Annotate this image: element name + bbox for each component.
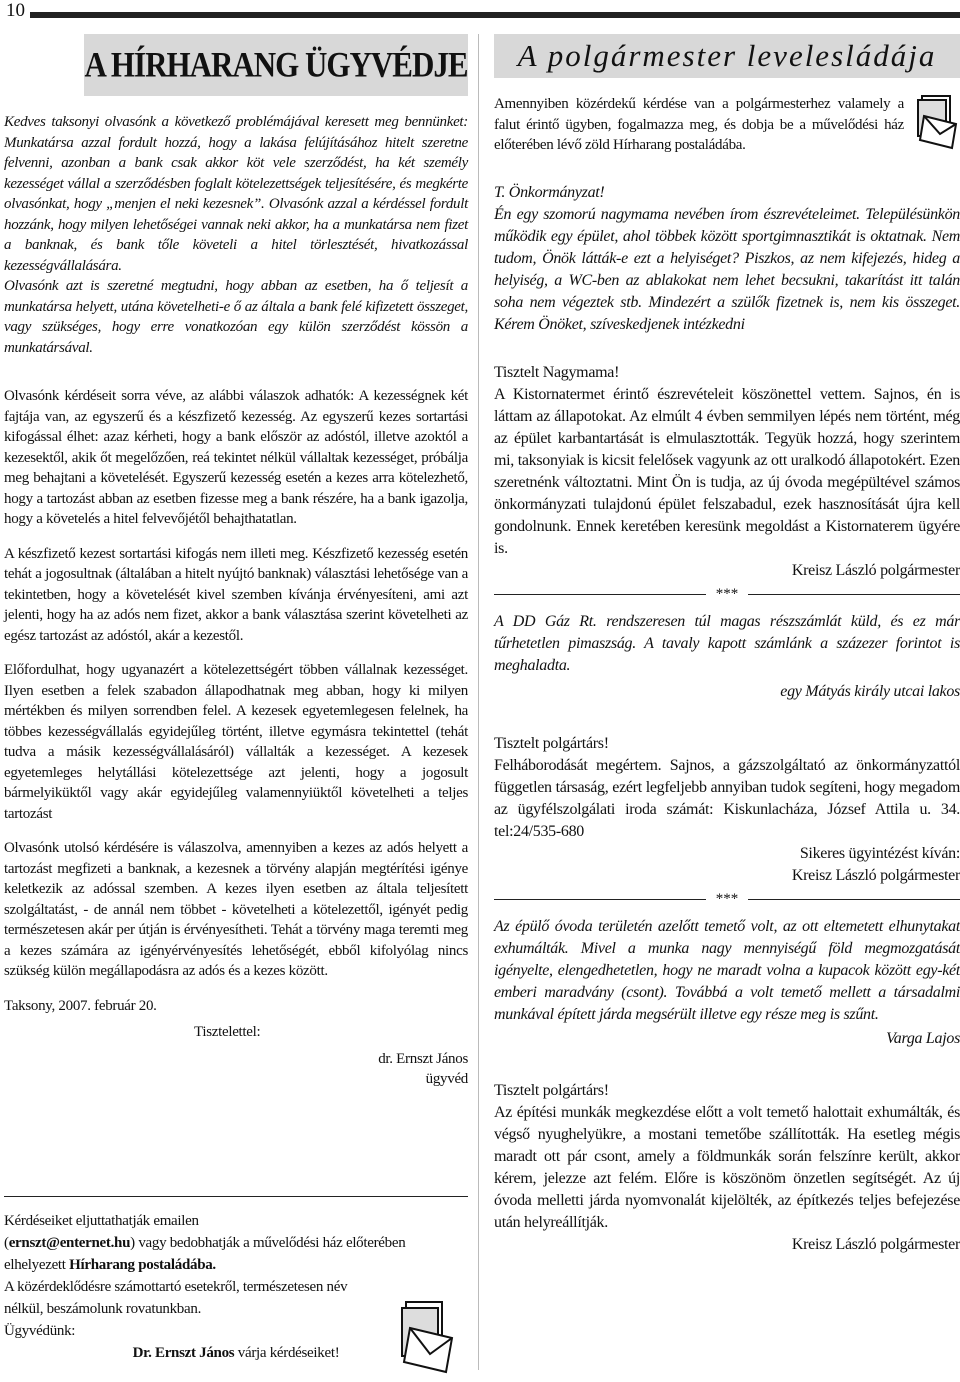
reply-2-wish: Sikeres ügyintézést kíván: — [799, 844, 960, 862]
reply-3-salutation: Tisztelt polgártárs! — [494, 1081, 609, 1099]
mayor-intro-block — [494, 94, 960, 156]
lawyer-title: A HÍRHARANG ÜGYVÉDJE — [84, 44, 468, 85]
reply-1 — [494, 362, 960, 582]
footer-rule — [4, 1196, 468, 1197]
reply-2-body: Felháborodását megértem. Sajnos, a gázszolgáltató az önkormányzattól független társaság, ezért legfeljebb annyiban tudok segíteni, hogy megadom az ügyfélszolgálati iroda számát: Kiskunlacháza, József Attila u. 34. tel:24/535-680 — [494, 756, 960, 840]
reply-3 — [494, 1080, 960, 1256]
reply-1-salutation: Tisztelt Nagymama! — [494, 363, 620, 381]
footer-line-6: Ügyvédünk: — [4, 1323, 76, 1339]
letter-3-signature: Varga Lajos — [886, 1029, 960, 1047]
lawyer-title-box — [84, 34, 468, 96]
reply-2 — [494, 733, 960, 887]
date-line: Taksony, 2007. február 20. — [4, 997, 157, 1014]
footer-line-5: nélkül, beszámolunk rovatunkban. — [4, 1301, 202, 1317]
letter-2-signature: egy Mátyás király utcai lakos — [780, 682, 960, 700]
top-rule — [30, 12, 960, 18]
email-link[interactable]: ernszt@enternet.hu — [8, 1235, 131, 1251]
footer-line-7: Dr. Ernszt János várja kérdéseiket! — [132, 1345, 340, 1361]
letter-1-body: Én egy szomorú nagymama nevében írom észrevételeimet. Településünkön működik egy épület, ahol többek között sportgimnasztikát is oktatnak. Nem tudom, Önök látták-e ezt a helyiséget? Piszkos, az nem kifejezés, hideg a helyiség, a WC-ben az ablakokat nem lehet becsukni, takarítást itt talán soha nem végeztek stb. Mindezért a szülők fizetnek is, nem kis összeget. Kérem Önöket, szíveskedjenek intézkedni — [494, 205, 960, 333]
separator: *** — [494, 586, 960, 603]
letter-2-body: A DD Gáz Rt. rendszeresen túl magas részszámlát küld, és ez már tűrhetetlen pimaszság. A tavaly kapott számlánk a százezer forintot is meghaladta. — [494, 612, 960, 674]
reply-2-signature: Kreisz László polgármester — [791, 866, 960, 884]
reply-1-signature: Kreisz László polgármester — [791, 561, 960, 579]
answer-paragraph-4: Olvasónk utolsó kérdésére is válaszolva, amennyiben a kezes az adós helyett a tartozást megfizeti a banknak, a kezesnek a törvény alapján megtérítési igénye keletkezik az adóssal szemben. A kezes ilyen esetben az általa teljesített szolgáltatást, - de annál nem többet - követelheti a kötelezettől, igényét pedig természetesen akár per útján is érvényesítheti. Tehát a törvény maga teremti meg a kezes számára az igényérvényesítés lehetőségét, ebből kifolyólag nincs szükség külön megállapodásra az adós és a kezes között. — [4, 840, 468, 979]
regards-line: Tisztelettel: — [194, 1024, 261, 1040]
letter-3-body: Az épülő óvoda területén azelőtt temető volt, az ott eltemetett elhunytakat exhumálták. Mivel a munka nagy mennyiségű föld megmozgatását igényelte, elengedhetetlen, hogy ne maradt volna a kupacok között egy-két emberi maradvány (csont). Továbbá a volt temető mellett a társadalmi munkával épített járda megsérült illetve egy része meg is szűnt. — [494, 917, 960, 1023]
column-divider — [478, 34, 479, 1370]
reply-3-signature: Kreisz László polgármester — [791, 1235, 960, 1253]
signer-name: dr. Ernszt János — [378, 1050, 468, 1067]
footer-line-2: (ernszt@enternet.hu) vagy bedobhatják a művelődési ház előterében — [4, 1235, 406, 1251]
answer-paragraph-1: Olvasónk kérdéseit sorra véve, az alábbi válaszok adhatók: A kezességnek két fajtája van, az egyszerű és a készfizető kezesség. Az egyszerű kezes sortartási kifogással élhet: azaz kérheti, hogy a bank először az adóstól, illetve azoktól a kezesektől, akik őt megelőzően, reá tekintet nélkül vállaltak kezességet, próbálja meg behajtani a követelését. Egyszerű kezesség esetén a kezes arra kötelezhető, hogy a tartozást abban az esetben fizesse meg a bank részére, ha a bank igazolja, hogy a követelés a hitel felvevőjétől behajthatatlan. — [4, 388, 468, 527]
reply-3-body: Az építési munkák megkezdése előtt a volt temető halottait exhumálták, és végső nyughelyükre, a mostani temetőbe szállították. Ha esetleg mégis maradt ott pár csont, amely a földmunkák során felszínre került, akkor kérem, jelezze azt felém. Előre is köszönöm önzetlen segítségét. Az új óvoda melletti járda nyomvonalát kijelölték, az építkezés teljes befejezése után helyreállítják. — [494, 1103, 960, 1231]
footer-line-4: A közérdeklődésre számottartó esetekről, természetesen név — [4, 1279, 348, 1295]
page-number: 10 — [6, 0, 25, 21]
question-text: Kedves taksonyi olvasónk a következő problémájával keresett meg bennünket: Munkatársa azzal fordult hozzá, hogy a lakása felújításához hitelt szeretne felvenni, azonban a bank csak akkor köt vele szerződést, ha két személy kezességet vállal a szerződésben foglalt kötelezettségek teljesítésére, és megkérte olvasónkat, hogy „menjen el neki kezesnek”. Olvasónk azzal a kérdéssel fordult hozzánk, hogy milyen lehetőségei vannak neki akkor, ha a munkatársa nem fizet a banknak, és bank tőle követeli a hitel törlesztését, hivatkozással kezességvállalására. — [4, 114, 468, 274]
footer-line-1: Kérdéseiket eljuttathatják emailen — [4, 1213, 199, 1229]
footer-line-3: elhelyezett Hírharang postaládába. — [4, 1257, 216, 1273]
reply-2-salutation: Tisztelt polgártárs! — [494, 734, 609, 752]
mayor-title: A polgármester levelesládája — [517, 38, 937, 73]
mayor-intro: Amennyiben közérdekű kérdése van a polgármesterhez valamely a falut érintő ügyben, fogalmazza meg, és dobja be a művelődési ház előterében lévő zöld Hírharang postaládába. — [494, 96, 904, 153]
letter-1-salutation: T. Önkormányzat! — [494, 183, 605, 201]
question-text-2: Olvasónk azt is szeretné megtudni, hogy abban az esetben, ha ő teljesít a munkatársa helyett, utána követelheti-e ő az általa a bank felé kifizetett összeget, vagy szükséges, hogy erre vonatkozóan egy külön szerződést kössön a munkatársával. — [4, 278, 468, 356]
signer-role: ügyvéd — [425, 1071, 468, 1087]
envelope-icon — [396, 1298, 456, 1374]
lawyer-column — [4, 34, 468, 1090]
answer-paragraph-2: A készfizető kezest sortartási kifogás nem illeti meg. Készfizető kezesség esetén tehát a jogosultnak (általában a hitelt nyújtó banknak) választási lehetősége van a tekintetben, hogy a követelését kivel szemben kívánja érvényesíteni, ami azt jelenti, hogy ha az adós nem fizet, akkor a bank választása szerint követelheti az egész tartozást az adóstól, akár a kezestől. — [4, 545, 468, 644]
mayor-title-box — [494, 34, 960, 78]
answer-paragraph-3: Előfordulhat, hogy ugyanazért a kötelezettségért többen vállalnak kezességet. Ilyen esetben a felek szabadon állapodhatnak meg abban, hogy ki milyen mértékben és milyen sorrendben felel. A kezesek egyetemlegesen felelnek, ha többes kezességvállalás egyidejűleg történt, illetve egymásra tekintettel (tehát tudva a másik kezességvállalásáról) vállalták a kezességet. A kezesek egyetemleges helytállási kötelezettsége azt jelenti, hogy a jogosult bármelyiküktől vagy akár egyidejűleg valamennyiüktől követelheti a teljes tartozást — [4, 662, 468, 822]
mayor-column — [494, 34, 960, 1256]
reply-1-body: A Kistornatermet érintő észrevételeit köszönettel vettem. Sajnos, én is láttam az állapotokat. Az elmúlt 4 évben semmilyen lépés nem történt, még az épület karbantartását is elmulasztották. Tegyük hozzá, hogy szerintem mi, taksonyiak is kicsit felelősek vagyunk az ott uralkodó állapotokért. Ezen szeretnénk változtatni. Mint Ön is tudja, az új óvoda megépültével számos önkormányzati tulajdonú épület felszabadul, ezek hasznosítását újra kell gondolnunk. Ennek keretében keresünk megoldást a Kistornaterem ügyére is. — [494, 385, 960, 557]
envelope-icon — [914, 94, 960, 150]
separator: *** — [494, 891, 960, 908]
letter-1 — [494, 182, 960, 336]
